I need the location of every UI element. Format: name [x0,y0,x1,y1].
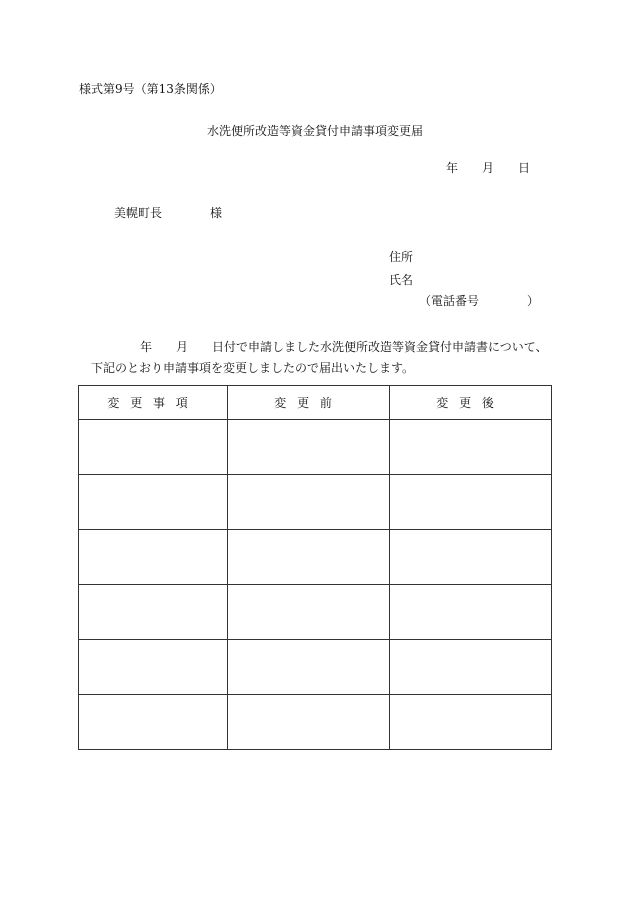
name-label: 氏名 [389,273,414,287]
cell-after-change[interactable] [390,640,552,695]
cell-change-item[interactable] [79,530,228,585]
cell-after-change[interactable] [390,475,552,530]
body-text-line-2: 下記のとおり申請事項を変更しましたので届出いたします。 [91,361,415,375]
change-table [78,385,552,750]
date-day-label: 日 [518,161,531,175]
body-text-line-1 [140,341,548,353]
header-after-change: 変更後 [390,386,552,420]
table-row [79,420,552,475]
header-change-item: 変更事項 [79,386,228,420]
table-row [79,585,552,640]
phone-line [419,295,539,307]
cell-before-change[interactable] [228,530,390,585]
body-year-label: 年 [140,340,153,354]
cell-change-item[interactable] [79,420,228,475]
header-before-change: 変更前 [228,386,390,420]
date-line [446,162,530,174]
table-row [79,475,552,530]
form-number: 様式第9号（第13条関係） [79,82,222,96]
table-row [79,640,552,695]
body-line1-text: 日付で申請しました水洗便所改造等資金貸付申請書について、 [212,340,548,354]
address-label: 住所 [389,250,414,264]
cell-after-change[interactable] [390,530,552,585]
body-month-label: 月 [176,340,189,354]
cell-before-change[interactable] [228,640,390,695]
cell-change-item[interactable] [79,585,228,640]
cell-after-change[interactable] [390,695,552,750]
table-row [79,530,552,585]
addressee [114,207,222,219]
table-row [79,695,552,750]
date-year-label: 年 [446,161,459,175]
phone-close-label: ） [527,294,540,308]
cell-before-change[interactable] [228,585,390,640]
cell-change-item[interactable] [79,475,228,530]
addressee-honorific: 様 [210,206,223,220]
cell-after-change[interactable] [390,585,552,640]
table-header-row [79,386,552,420]
cell-before-change[interactable] [228,420,390,475]
cell-change-item[interactable] [79,695,228,750]
cell-change-item[interactable] [79,640,228,695]
addressee-name: 美幌町長 [114,206,163,220]
phone-open-label: （電話番号 [419,294,480,308]
document-title: 水洗便所改造等資金貸付申請事項変更届 [206,124,423,138]
cell-before-change[interactable] [228,695,390,750]
date-month-label: 月 [482,161,495,175]
cell-before-change[interactable] [228,475,390,530]
cell-after-change[interactable] [390,420,552,475]
